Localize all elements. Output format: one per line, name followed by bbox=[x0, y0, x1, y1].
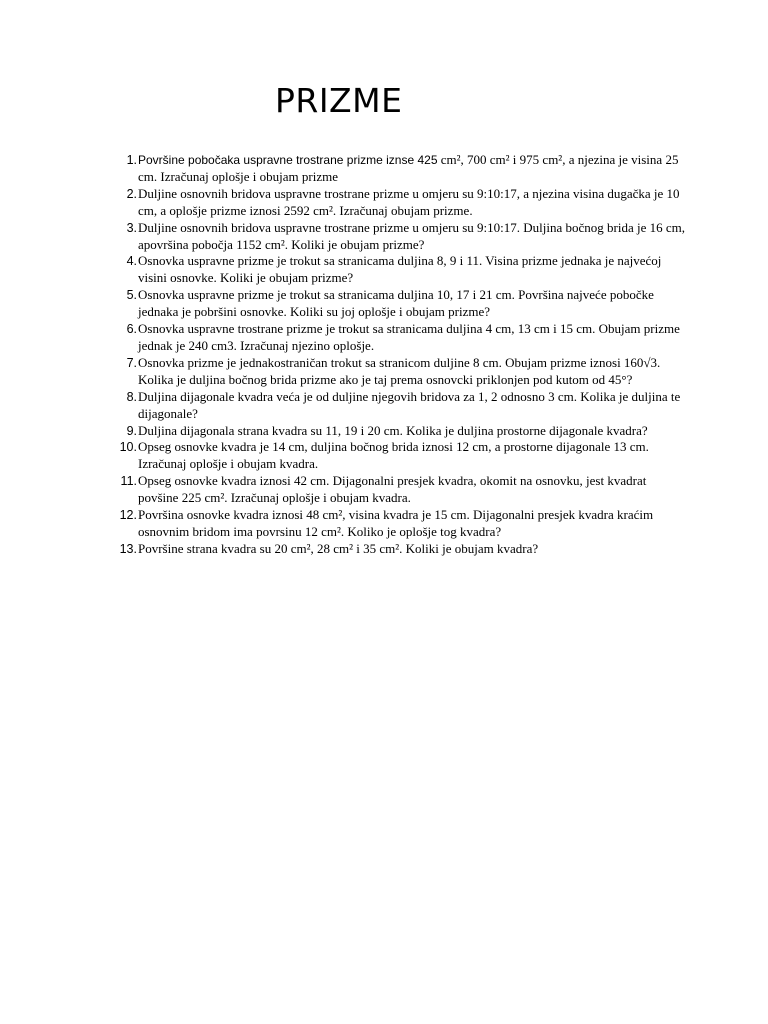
problem-item-1 bbox=[96, 152, 686, 186]
problem-text: Osnovka uspravne prizme je trokut sa stranicama duljina 8, 9 i 11. Visina prizme jednaka je najvećoj visini osnovke. Koliki je obujam prizme? bbox=[138, 253, 662, 286]
problem-number: 9. bbox=[126, 423, 137, 438]
problem-text: Površina osnovke kvadra iznosi 48 cm², visina kvadra je 15 cm. Dijagonalni presjek kvadra kraćim osnovnim bridom ima povrsinu 12 cm². Koliko je oplošje tog kvadra? bbox=[138, 507, 654, 539]
problem-number: 5. bbox=[126, 288, 137, 303]
problem-item-7 bbox=[96, 355, 686, 389]
problem-text: Duljine osnovnih bridova uspravne trostrane prizme u omjeru su 9:10:17, a njezina visina dugačka je 10 cm, a oplošje prizme iznosi 2592 cm². Izračunaj obujam prizme. bbox=[138, 185, 680, 218]
problem-item-13 bbox=[96, 541, 686, 558]
problem-text: Duljine osnovnih bridova uspravne trostrane prizme u omjeru su 9:10:17. Duljina bočnog brida je 16 cm, apovršina pobočja 1152 cm². Koliki je obujam prizme? bbox=[138, 219, 685, 252]
problem-text: Osnovka uspravne prizme je trokut sa stranicama duljina 10, 17 i 21 cm. Površina najveće pobočke jednaka je pobršini osnovke. Koliki su joj oplošje i obujam prizme? bbox=[138, 287, 654, 320]
problem-item-9 bbox=[96, 423, 686, 440]
problem-number: 12. bbox=[119, 508, 137, 523]
problem-number: 11. bbox=[120, 474, 137, 489]
problem-item-3 bbox=[96, 220, 686, 254]
problem-text: Osnovka uspravne trostrane prizme je trokut sa stranicama duljina 4 cm, 13 cm i 15 cm. Obujam prizme jednak je 240 cm3. Izračunaj njezino oplošje. bbox=[138, 321, 680, 353]
problem-number: 13. bbox=[119, 541, 137, 556]
problem-item-11 bbox=[96, 473, 686, 507]
problem-text bbox=[137, 152, 686, 186]
problem-number: 7. bbox=[126, 355, 137, 370]
problem-number: 2. bbox=[126, 186, 137, 201]
problem-item-10 bbox=[96, 439, 686, 473]
problem-number: 1. bbox=[126, 153, 137, 167]
problem-text: Duljina dijagonale kvadra veća je od duljine njegovih bridova za 1, 2 odnosno 3 cm. Kolika je duljina te dijagonale? bbox=[138, 388, 681, 421]
problem-text: Površine strana kvadra su 20 cm², 28 cm² i 35 cm². Koliki je obujam kvadra? bbox=[138, 540, 539, 556]
problem-lead-text: Površine pobočaka uspravne trostrane prizme iznse 425 bbox=[138, 153, 438, 167]
problem-item-4 bbox=[96, 253, 686, 287]
problem-number: 4. bbox=[126, 254, 137, 269]
problem-body-text: cm², 700 cm² i 975 cm², a njezina je visina 25 cm. Izračunaj oplošje i obujam prizme bbox=[138, 152, 679, 184]
problem-number: 3. bbox=[126, 220, 137, 235]
problem-item-5 bbox=[96, 287, 686, 321]
problem-text: Opseg osnovke kvadra je 14 cm, duljina bočnog brida iznosi 12 cm, a prostorne dijagonale 13 cm. Izračunaj oplošje i obujam kvadra. bbox=[138, 439, 649, 472]
problem-item-2 bbox=[96, 186, 686, 220]
problem-number: 6. bbox=[126, 322, 137, 337]
problem-text: Osnovka prizme je jednakostraničan trokut sa stranicom duljine 8 cm. Obujam prizme iznosi 160√3. Kolika je duljina bočnog brida prizme ako je taj prema osnovcki priklonjen pod kutom od 45°? bbox=[138, 354, 661, 387]
page-title: PRIZME bbox=[275, 81, 403, 120]
problem-number: 10. bbox=[119, 440, 137, 455]
problem-item-6 bbox=[96, 321, 686, 355]
problem-list bbox=[96, 152, 686, 558]
problem-text: Duljina dijagonala strana kvadra su 11, 19 i 20 cm. Kolika je duljina prostorne dijagonale kvadra? bbox=[138, 422, 648, 438]
problem-item-12 bbox=[96, 507, 686, 541]
problem-item-8 bbox=[96, 389, 686, 423]
problem-text: Opseg osnovke kvadra iznosi 42 cm. Dijagonalni presjek kvadra, okomit na osnovku, jest kvadrat povšine 225 cm². Izračunaj oplošje i obujam kvadra. bbox=[138, 473, 647, 506]
problem-number: 8. bbox=[126, 389, 137, 404]
